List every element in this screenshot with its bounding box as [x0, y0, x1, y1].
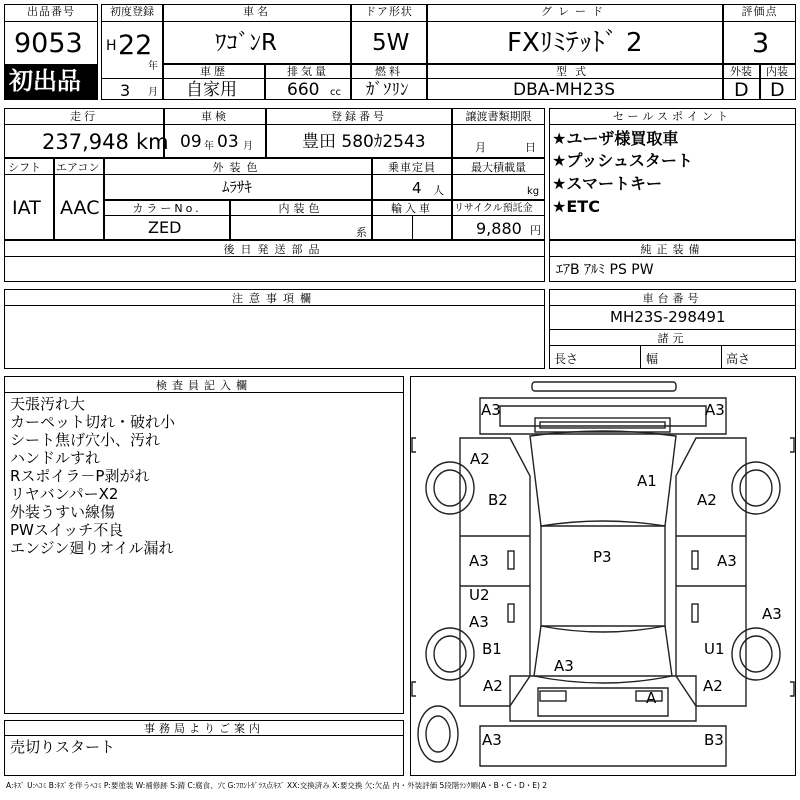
import-label: 輸入車 [391, 202, 433, 215]
exterior-grade: D [734, 79, 749, 101]
model-code: DBA-MH23S [513, 80, 616, 100]
chassis-label: 車台番号 [642, 292, 703, 305]
inspector-line: PWスイッチ不良 [10, 521, 124, 539]
door-label: ドア形状 [365, 5, 413, 18]
damage-legend: A:ｷｽﾞ U:ﾍｺﾐ B:ｷｽﾞを伴うﾍｺﾐ P:要塗装 W:補修跡 S:錆 C:腐食、穴 G:ﾌﾛﾝﾄｶﾞﾗｽ点ｷｽﾞ XX:交換済み X:要交換 欠:欠品 内・外装評価 5段階ﾗﾝｸ順(A・B・C・D・E) 2 [6, 781, 548, 790]
damage-mark: A2 [470, 450, 490, 468]
damage-mark: A3 [481, 401, 501, 419]
mileage: 237,948 [42, 130, 129, 154]
mileage-label: 走行 [70, 110, 98, 123]
damage-mark: A3 [717, 552, 737, 570]
inspector-line: シート焦げ穴小、汚れ [10, 431, 161, 449]
inspector-line: カーペット切れ・破れ小 [10, 413, 176, 431]
inspector-line: 外装うすい線傷 [10, 503, 116, 521]
inspector-line: エンジン廻りオイル漏れ [10, 539, 174, 557]
damage-mark: B1 [482, 640, 502, 658]
registration-label: 初度登録 [110, 5, 154, 18]
damage-mark: A2 [483, 677, 503, 695]
lot-number-label: 出品番号 [27, 5, 75, 18]
inspection-year: 09 [180, 132, 202, 152]
lot-number: 9053 [14, 28, 83, 59]
registration-month: 3 [120, 81, 131, 100]
inspector-label: 検査員記入欄 [156, 379, 252, 392]
sales-point-item: ★プッシュスタート [552, 151, 693, 170]
car-name: ﾜｺﾞﾝR [215, 30, 277, 56]
recycle-unit: 円 [530, 224, 541, 237]
registration-year-unit: 年 [148, 61, 158, 72]
damage-mark: B2 [488, 491, 508, 509]
transfer-label: 譲渡書類期限 [465, 110, 532, 123]
model-label: 型式 [556, 65, 594, 78]
score-label: 評価点 [741, 5, 778, 18]
door-type: 5W [372, 30, 410, 56]
inspection-label: 車検 [201, 110, 229, 123]
inspector-line: ハンドルすれ [10, 449, 101, 467]
car-diagram [410, 376, 796, 776]
max-load-label: 最大積載量 [471, 161, 526, 174]
damage-mark: U1 [704, 640, 725, 658]
later-parts-label: 後日発送部品 [223, 243, 326, 256]
damage-mark: B3 [704, 731, 724, 749]
transfer-day-unit: 日 [525, 141, 536, 154]
equipment-label: 純正装備 [640, 243, 705, 256]
history: 自家用 [186, 80, 237, 100]
recycle-fee: 9,880 [476, 219, 522, 238]
inspector-line: リヤバンパーX2 [10, 485, 119, 503]
displacement-unit: cc [330, 87, 341, 98]
ac: AAC [60, 197, 100, 219]
damage-mark: A3 [469, 552, 489, 570]
fuel-label: 燃料 [375, 65, 403, 78]
displacement: 660 [287, 80, 320, 100]
damage-mark: A3 [469, 613, 489, 631]
grade: FXﾘﾐﾃｯﾄﾞ 2 [507, 28, 643, 58]
capacity-label: 乗車定員 [388, 161, 436, 174]
office-label: 事務局よりご案内 [144, 722, 264, 735]
inspection-month: 03 [217, 132, 239, 152]
color-label: 外装色 [212, 161, 264, 174]
damage-mark: U2 [469, 586, 490, 604]
plate-number: 豊田 580ｶ2543 [302, 132, 426, 152]
recycle-label: リサイクル預託金 [454, 203, 533, 214]
inspection-year-unit: 年 [204, 141, 214, 152]
damage-mark: A3 [705, 401, 725, 419]
sales-point-item: ★ETC [552, 197, 600, 216]
equipment: ｴｱB ｱﾙﾐ PS PW [556, 262, 654, 278]
width-label: 幅 [646, 352, 659, 366]
interior-grade-label: 内装 [766, 65, 788, 78]
damage-mark: A3 [762, 605, 782, 623]
shift: IAT [12, 197, 41, 219]
damage-mark: A3 [482, 731, 502, 749]
damage-mark: A [646, 689, 657, 707]
ac-label: エアコン [56, 161, 100, 174]
interior-color-label: 内装色 [278, 202, 324, 215]
interior-grade: D [770, 79, 785, 101]
score: 3 [752, 28, 770, 59]
history-label: 車歴 [200, 65, 228, 78]
fuel: ｶﾞｿﾘﾝ [366, 80, 409, 100]
damage-mark: A1 [637, 472, 657, 490]
damage-mark: A3 [554, 657, 574, 675]
first-listing-label: 初出品 [9, 67, 81, 95]
transfer-month-unit: 月 [475, 141, 486, 154]
grade-label: グレード [541, 5, 609, 18]
capacity: 4 [412, 179, 422, 197]
sales-point-item: ★スマートキー [552, 174, 663, 193]
plate-label: 登録番号 [331, 110, 387, 123]
registration-era: H [106, 38, 117, 54]
damage-mark: A2 [703, 677, 723, 695]
mileage-unit: km [136, 130, 169, 154]
max-load-unit: kg [527, 186, 540, 197]
interior-color-unit: 系 [356, 226, 367, 239]
registration-year: 22 [118, 30, 153, 61]
length-label: 長さ [554, 352, 579, 366]
inspection-month-unit: 月 [243, 141, 253, 152]
dimensions-label: 諸元 [657, 332, 688, 345]
sales-point-item: ★ユーザ様買取車 [552, 129, 679, 148]
sales-points-label: セールスポイント [612, 110, 732, 123]
color-no-label: カラーNo. [132, 202, 202, 215]
shift-label: シフト [8, 161, 41, 174]
inspector-line: Rスポイラ－P剥がれ [10, 467, 150, 485]
damage-mark: P3 [593, 548, 612, 566]
color: ﾑﾗｻｷ [222, 178, 253, 196]
notes-label: 注意事項欄 [232, 292, 317, 305]
registration-month-unit: 月 [148, 87, 158, 98]
car-name-label: 車名 [243, 5, 271, 18]
displacement-label: 排気量 [287, 65, 329, 78]
capacity-unit: 人 [433, 184, 444, 197]
damage-mark: A2 [697, 491, 717, 509]
color-no: ZED [148, 218, 182, 237]
inspector-line: 天張汚れ大 [10, 395, 86, 413]
chassis-number: MH23S-298491 [610, 308, 726, 326]
office-message: 売切りスタート [10, 738, 116, 756]
height-label: 高さ [726, 352, 751, 366]
exterior-grade-label: 外装 [730, 65, 752, 78]
